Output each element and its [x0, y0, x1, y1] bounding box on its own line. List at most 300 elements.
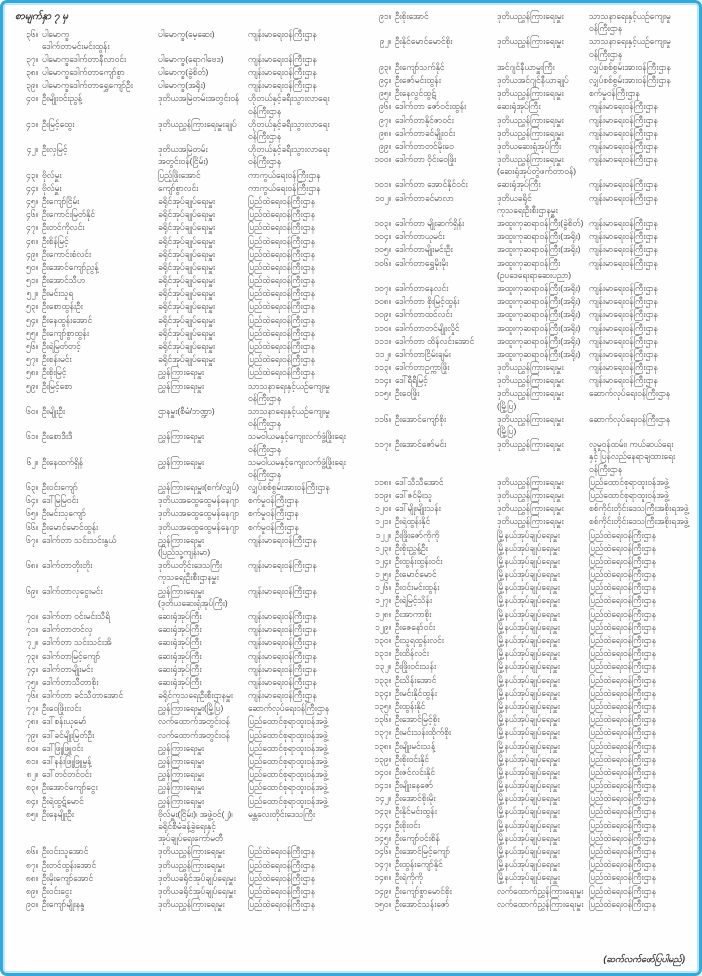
entry-ministry: ကျန်းမာရေးဝန်ကြီးဌာန — [248, 28, 317, 39]
entry-name: ဦးဝင်းကျော် — [42, 482, 78, 493]
entry-ministry: ကျန်းမာရေးဝန်ကြီးဌာန — [589, 154, 658, 165]
entry-name: ဦးကျော်ငြိမ်း — [42, 195, 80, 206]
entry-name: ဦးကျော်စွာမောင်စိုး — [395, 885, 452, 896]
entry-position: ဒုတိယအင်ဂျင်နီယာချုပ် — [497, 74, 569, 85]
list-item — [361, 581, 691, 593]
entry-ministry: ပြည်ထောင်စုရာထူးဝန်အဖွဲ့ — [248, 742, 328, 753]
entry-name: ဦးစောထွန်းဦး — [42, 301, 83, 312]
entry-ministry: ဟိုတယ်နှင့်ခရီးသွားလာရေး ဝန်ကြီးဌာန — [248, 118, 330, 141]
list-item — [13, 795, 357, 807]
entry-name: ဒေါက်တာသီတာစိုး — [42, 676, 99, 687]
list-item — [361, 542, 691, 554]
entry-position: ခရိုင်ကုသရေးဦးစီးဌာနမှူး — [158, 690, 233, 701]
entry-number: ၄၂။ — [26, 144, 38, 155]
entry-name: ဒေါက်တာခင်မာလာ — [395, 192, 454, 203]
entry-position: ခရိုင်အုပ်ချုပ်ရေးမှူး — [158, 195, 216, 206]
entry-number: ၆၆။ — [26, 521, 38, 532]
entry-number: ၉၃။ — [379, 61, 391, 72]
entry-ministry: ပြည်ထဲရေးဝန်ကြီးဌာန — [589, 793, 657, 804]
list-item — [13, 898, 357, 910]
list-item — [361, 621, 691, 633]
entry-position: ခရိုင်အုပ်ချုပ်ရေးမှူး — [158, 341, 216, 351]
entry-name: ဦးစန်းမင်း — [42, 354, 72, 365]
entry-number: ၁၀၄။ — [374, 231, 391, 242]
entry-ministry: ကျန်းမာရေးဝန်ကြီးဌာန — [589, 192, 658, 203]
entry-number: ၈၂။ — [26, 769, 38, 780]
entry-ministry: ပြည်ထဲရေးဝန်ကြီးဌာန — [589, 846, 657, 856]
entry-number: ၁၀၁။ — [374, 179, 391, 190]
entry-position: ခရိုင်အုပ်ချုပ်ရေးမှူး — [158, 222, 216, 233]
entry-ministry: ပြည်ထဲရေးဝန်ကြီးဌာန — [248, 327, 316, 338]
entry-ministry: ပြည်ထဲရေးဝန်ကြီးဌာန — [589, 885, 657, 896]
entry-number: ၄၅။ — [26, 195, 38, 206]
entry-name: ဦးဇော်မင်းထွန်း — [395, 74, 441, 85]
entry-position: လက်ထောက်ညွှန်ကြားရေးမှူး — [497, 885, 584, 896]
entry-position: ခရိုင်အုပ်ချုပ်ရေးမှူး — [158, 261, 216, 272]
entry-ministry: ပြည်ထဲရေးဝန်ကြီးဌာန — [248, 301, 316, 312]
entry-position: မြို့နယ်အုပ်ချုပ်ရေးမှူး — [497, 806, 560, 817]
entry-number: ၁၂၁။ — [374, 516, 391, 527]
entry-name: ဦးဇေနော်ဝင်း — [395, 621, 436, 632]
entry-number: ၁၃၉။ — [374, 753, 391, 764]
entry-number: ၁၁၃။ — [374, 362, 391, 373]
entry-number: ၁၀၆။ — [374, 257, 391, 268]
entry-name: ဦးအောင်သန်းဇော် — [395, 898, 450, 909]
entry-number: ၃၇။ — [26, 53, 38, 64]
entry-name: ဒေါက်တာတိုးတိုး — [42, 560, 93, 571]
entry-position: ခရိုင်အုပ်ချုပ်ရေးမှူး — [158, 235, 216, 246]
entry-ministry: ကာကွယ်ရေးဝန်ကြီးဌာန — [248, 182, 321, 193]
entry-ministry: ကျန်းမာရေးဝန်ကြီးဌာန — [248, 663, 317, 674]
entry-position: ဒုတိယခရိုင် ကုသရေးဦးစီးဌာနမှူး — [497, 192, 558, 215]
entry-number: ၁၄၉။ — [374, 885, 391, 896]
entry-number: ၉၀။ — [26, 899, 38, 910]
entry-ministry: ပြည်ထဲရေးဝန်ကြီးဌာန — [589, 753, 657, 764]
list-item — [13, 636, 357, 648]
list-item — [13, 623, 357, 635]
entry-position: ညွှန်ကြားရေးမှူး — [158, 367, 204, 378]
entry-position: မြို့နယ်အုပ်ချုပ်ရေးမှူး — [497, 529, 560, 540]
entry-name: ဦးကျော်သက်နိုင် — [395, 61, 445, 72]
entry-name: ဦးကောင်းမြတ်နိုင် — [42, 209, 96, 220]
entry-position: ဒုတိယအထွေထွေမန်နေဂျာ — [158, 521, 240, 532]
list-item — [361, 257, 691, 281]
entry-position: ဒုတိယအထွေထွေမန်နေဂျာ — [158, 495, 240, 506]
list-item — [13, 300, 357, 312]
list-item — [361, 335, 691, 347]
entry-ministry: ပြည်ထဲရေးဝန်ကြီးဌာန — [589, 740, 657, 751]
entry-name: ဦးမြင့်ထွေး — [42, 118, 75, 129]
entry-number: ၉၉။ — [379, 140, 391, 151]
list-item — [361, 555, 691, 567]
entry-number: ၈၀။ — [25, 742, 38, 753]
entry-ministry: ကျန်းမာရေးဝန်ကြီးဌာန — [248, 637, 317, 648]
entry-number: ၄၈။ — [25, 235, 38, 246]
entry-number: ၈၄။ — [25, 795, 38, 806]
entry-number: ၁၁၈။ — [374, 476, 391, 487]
entry-ministry: ပြည်ထဲရေးဝန်ကြီးဌာန — [248, 859, 316, 870]
entry-ministry: စက်မှုဝန်ကြီးဌာန — [248, 508, 299, 519]
entry-name: ပါမောက္ခဒေါက်တာနီလာဝင်း — [42, 53, 127, 64]
entry-ministry: ကျန်းမာရေးဝန်ကြီးဌာန — [248, 624, 317, 635]
entry-name: ဦးသူရထွန်းလင်း — [395, 635, 444, 645]
entry-number: ၈၅။ — [25, 808, 38, 819]
entry-name: ဦးအောင်ကျော်ညွန့် — [42, 261, 99, 272]
entry-ministry: ပြည်ထဲရေးဝန်ကြီးဌာန — [248, 367, 316, 378]
entry-number: ၇၃။ — [26, 650, 38, 661]
entry-position: ညွှန်ကြားရေးမှူး — [158, 431, 204, 442]
entry-position: မြို့နယ်အုပ်ချုပ်ရေးမှူး — [497, 595, 560, 606]
entry-name: ဒေါက်တာ ဝင်းမင်းသီရိ — [42, 610, 111, 621]
list-item — [361, 634, 691, 646]
entry-number: ၇၂။ — [26, 637, 38, 648]
entry-position: ပါမောက္ခ(ရောဂါဗေဒ) — [158, 53, 224, 64]
list-item — [13, 66, 357, 78]
list-item — [361, 529, 691, 541]
entry-name: ဒေါက်တာနေလင်း — [395, 282, 449, 293]
entry-position: ဒုတိယညွှန်ကြားရေးမှူး — [497, 114, 564, 125]
entry-ministry: သာသနာရေးနှင့်ယဉ်ကျေးမှု ဝန်ကြီးဌာန — [248, 405, 330, 429]
entry-position: အထူးကုဆရာဝန်ကြီး(အရိုး) — [497, 282, 581, 293]
entry-number: ၁၂၇။ — [374, 595, 391, 606]
entry-name: ပါမောက္ခဒေါက်တာရွှေကျော်ဦး — [42, 80, 133, 91]
entry-number: ၅၄။ — [26, 314, 38, 325]
entry-position: မြို့နယ်အုပ်ချုပ်ရေးမှူး — [497, 542, 560, 553]
entry-position: အထူးကုဆရာဝန်ကြီး(အရိုး) — [497, 296, 581, 307]
entry-ministry: ကျန်းမာရေးဝန်ကြီးဌာန — [248, 53, 317, 64]
entry-position: ညွှန်ကြားရေးမှူး — [158, 456, 204, 467]
entry-number: ၁၀၀။ — [374, 154, 391, 165]
entry-ministry: ဆောက်လုပ်ရေးဝန်ကြီးဌာန — [589, 413, 671, 424]
entry-position: ဒုတိယညွှန်ကြားရေးမှူး — [497, 11, 564, 21]
entry-number: ၉၈။ — [378, 127, 391, 138]
entry-position: ဒုတိယညွှန်ကြားရေးမှူး — [158, 846, 225, 857]
list-item — [13, 689, 357, 701]
entry-ministry: ကျန်းမာရေးဝန်ကြီးဌာန — [589, 282, 658, 293]
entry-position: ဆေးရုံအုပ်ကြီး — [158, 637, 202, 648]
list-item — [13, 456, 357, 480]
entry-number: ၁၂၂။ — [375, 529, 391, 540]
entry-ministry: ပြည်ထောင်စုရာထူးဝန်အဖွဲ့ — [248, 729, 328, 740]
entry-position: ဒုတိယညွှန်ကြားရေးမှူး (မြို့ပြ) — [497, 413, 564, 436]
entry-position: မြို့နယ်အုပ်ချုပ်ရေးမှူး — [497, 700, 560, 711]
entry-ministry: ပြည်ထောင်စုရာထူးဝန်အဖွဲ့ — [589, 489, 669, 500]
entry-name: ဦးစောဒီးဒီ — [42, 431, 73, 442]
entry-ministry: ပြည်ထဲရေးဝန်ကြီးဌာန — [248, 248, 316, 259]
entry-position: ဒုတိယညွှန်ကြားရေးမှူးချုပ် — [158, 118, 237, 129]
entry-name: ဦးနေလွင်ထွဋ် — [395, 88, 436, 99]
entry-name: ဦးထွန်းကျော်နိုင် — [395, 859, 443, 870]
entry-ministry: မန္တလေးတိုင်းဒေသကြီး — [248, 808, 315, 819]
entry-number: ၅၉။ — [26, 380, 38, 391]
entry-number: ၇၈။ — [25, 716, 38, 727]
list-item — [13, 781, 357, 793]
entry-ministry: ပြည်ထောင်စုရာထူးဝန်အဖွဲ့ — [248, 756, 328, 766]
entry-name: ဒေါက်တာ အောင်နိုင်ဝင်း — [395, 179, 468, 190]
entry-name: ဦးဖြိုးဝင်းသန်း — [395, 661, 437, 672]
entry-name: ဒေါ်သီသီအောင် — [395, 476, 444, 487]
entry-name: ဦးထွန်းထွန်းဝင်း — [395, 555, 443, 566]
entry-position: အင်ဂျင်နီယာမှူးကြီး — [497, 61, 555, 72]
list-item — [361, 374, 691, 386]
entry-name: ဒေါက်တာ သင်းသင်းအိ — [42, 637, 112, 648]
entry-position: ဆေးရုံအုပ်ကြီး — [158, 676, 202, 687]
entry-number: ၁၁၄။ — [374, 375, 391, 386]
entries-left — [13, 28, 357, 911]
entry-position: မြို့နယ်အုပ်ချုပ်ရေးမှူး — [497, 569, 560, 580]
list-item — [13, 715, 357, 727]
entry-ministry: ပြည်ထဲရေးဝန်ကြီးဌာန — [589, 700, 657, 711]
list-item — [13, 287, 357, 299]
entry-number: ၁၀၈။ — [374, 296, 391, 307]
entry-ministry: ပြည်ထဲရေးဝန်ကြီးဌာန — [248, 341, 316, 351]
entry-ministry: ကျန်းမာရေးဝန်ကြီးဌာန — [248, 534, 317, 545]
entry-ministry: ပြည်ထဲရေးဝန်ကြီးဌာန — [589, 621, 657, 632]
list-item — [13, 340, 357, 352]
list-item — [361, 217, 691, 229]
entry-name: ဒေါက်တာ စိုးမြင့်ထွန်း — [395, 296, 460, 307]
entry-number: ၄၉။ — [26, 248, 38, 259]
entry-name: ဦးစိုးညွှန့်ဦး — [395, 542, 428, 553]
list-item — [361, 687, 691, 699]
entry-name: ဦးဝင်းသူအောင် — [42, 846, 89, 857]
entry-number: ၆၄။ — [26, 495, 38, 506]
entry-position: မြို့နယ်အုပ်ချုပ်ရေးမှူး — [497, 674, 560, 685]
list-item — [13, 585, 357, 609]
entry-name: ဒေါက်တာ ခင်သီတာအောင် — [42, 690, 124, 701]
entry-ministry: သမဝါယမနှင့်ကျေးလက်ဖွံ့ဖြိုးရေး ဝန်ကြီးဌာန — [248, 456, 346, 479]
list-item — [361, 871, 691, 883]
entry-name: ဦးမျိုးနေဇော် — [395, 780, 434, 791]
entry-number: ၆၂။ — [26, 456, 38, 467]
entry-name: ဦးမင်းနိုင်ထွန်း — [395, 687, 437, 698]
entry-position: ဆေးရုံအုပ်ကြီး — [497, 179, 541, 190]
entry-name: ဦးမြင့်စော — [42, 380, 73, 391]
entry-name: ဦးကျော်ဝင်းစိန် — [395, 832, 440, 843]
entry-ministry: ကျန်းမာရေးဝန်ကြီးဌာန — [248, 560, 317, 571]
list-item — [361, 243, 691, 255]
entry-name: ဒေါ်ဇင်မိုးသူ — [395, 489, 432, 500]
entry-position: မြို့နယ်အုပ်ချုပ်ရေးမှူး — [497, 727, 560, 738]
entry-ministry: ပြည်ထောင်စုရာထူးဝန်အဖွဲ့ — [248, 795, 328, 806]
entry-ministry: သာသနာရေးနှင့်ယဉ်ကျေးမှု ဝန်ကြီးဌာန — [589, 11, 671, 34]
entry-position: မြို့နယ်အုပ်ချုပ်ရေးမှူး — [497, 714, 560, 725]
entry-number: ၅၁။ — [26, 275, 38, 286]
entry-number: ၉၄။ — [379, 74, 391, 85]
entry-name: ဦးစိန်မြင့် — [42, 235, 69, 246]
entry-name: ဦးတင်ထွန်းအောင် — [42, 859, 97, 870]
entry-number: ၁၃၈။ — [374, 740, 391, 751]
entry-ministry: ပြည်ထဲရေးဝန်ကြီးဌာန — [589, 529, 657, 540]
entry-number: ၇၅။ — [26, 676, 38, 687]
entry-number: ၁၄၀။ — [374, 766, 391, 777]
list-item — [13, 650, 357, 662]
list-item — [13, 274, 357, 286]
entry-number: ၁၄၅။ — [374, 832, 391, 843]
entry-number: ၁၄၈။ — [374, 872, 391, 883]
list-item — [361, 568, 691, 580]
entry-ministry: သမဝါယမနှင့်ကျေးလက်ဖွံ့ဖြိုးရေး ဝန်ကြီးဌာန — [248, 431, 346, 454]
entry-number: ၆၈။ — [25, 560, 38, 571]
entry-position: အထူးကုဆရာဝန်ကြီး(ခွဲစိတ်) — [497, 218, 584, 228]
entry-name: ဦးစိုးမြင့် — [42, 367, 67, 378]
entry-position: ညွှန်ကြားရေးမှူး(မြို့ပြ) — [158, 703, 224, 714]
entry-ministry: ပြည်ထဲရေးဝန်ကြီးဌာန — [589, 898, 657, 909]
entry-name: ဒေါက်တာဥက္ကာဖြိုး — [395, 362, 450, 373]
list-item — [361, 348, 691, 360]
entry-name: ပါမောက္ခ ဒေါက်တာမင်းမင်းထွန်း — [42, 28, 110, 51]
entry-ministry: လျှပ်စစ်စွမ်းအားဝန်ကြီးဌာန — [589, 74, 671, 85]
entry-ministry: ကျန်းမာရေးဝန်ကြီးဌာန — [589, 348, 658, 359]
entry-name: ဒေါ်နန်းဖြူဖြူမွန့် — [42, 756, 92, 766]
entry-number: ၁၁၆။ — [374, 413, 391, 424]
entry-position: မြို့နယ်အုပ်ချုပ်ရေးမှူး — [497, 766, 560, 777]
entry-name: ဒေါ်စန်းယုမော် — [42, 716, 87, 727]
entry-position: အထူးကုဆရာဝန်ကြီး(အရိုး) — [497, 348, 581, 359]
list-item — [361, 647, 691, 659]
list-item — [13, 872, 357, 884]
entry-ministry: ကျန်းမာရေးဝန်ကြီးဌာန — [589, 218, 658, 228]
entry-position: မြို့နယ်အုပ်ချုပ်ရေးမှူး — [497, 819, 560, 830]
list-item — [361, 792, 691, 804]
entry-ministry: ကျန်းမာရေးဝန်ကြီးဌာန — [589, 335, 658, 346]
entry-position: ပါမောက္ခ(မေ့ဆေး) — [158, 28, 215, 39]
entry-name: ဒေါက်တာနိုင်ဇာဝင်း — [395, 114, 454, 125]
entry-position: ညွှန်ကြားရေးမှူး — [158, 742, 204, 753]
entry-ministry: ပြည်ထဲရေးဝန်ကြီးဌာန — [248, 288, 316, 299]
entry-name: ဦးအောင်ဇော်မင်း — [395, 439, 447, 450]
entry-position: မြို့နယ်အုပ်ချုပ်ရေးမှူး — [497, 793, 560, 804]
entry-ministry: ကျန်းမာရေးဝန်ကြီးဌာန — [589, 309, 658, 320]
entry-number: ၁၂၅။ — [374, 569, 391, 580]
entry-name: ဦးရဲမြတ်တင့် — [42, 341, 81, 351]
entry-ministry: ပြည်ထဲရေးဝန်ကြီးဌာန — [589, 648, 657, 659]
entry-number: ၁၅၀။ — [374, 898, 391, 909]
entry-position: ညွှန်ကြားရေးမှူး — [158, 756, 204, 766]
entry-name: ဒေါက်တာ ဝိုင်းဝေဖြိုး — [395, 154, 457, 165]
entry-number: ၆၀။ — [26, 405, 38, 416]
entry-name: ပါမောက္ခဒေါက်တာကျော်စွာ — [42, 67, 125, 78]
entry-position: အထူးကုဆရာဝန်ကြီး(အရိုး) — [497, 231, 581, 242]
entry-number: ၆၅။ — [26, 508, 38, 519]
list-item — [13, 521, 357, 533]
entry-name: ဒေါ်ခင်မျိုးမြတ်ဦး — [42, 729, 95, 740]
entry-number: ၈၉။ — [25, 885, 38, 896]
entry-ministry: ဆောက်လုပ်ရေးဝန်ကြီးဌာန — [589, 388, 671, 399]
entry-ministry: ပြည်ထဲရေးဝန်ကြီးဌာန — [589, 832, 657, 843]
entry-number: ၇၉။ — [26, 729, 38, 740]
entry-position: လက်ထောက်အတွင်းဝန် — [158, 729, 230, 740]
entry-name: ဗိုလ်မှူး — [42, 182, 62, 193]
list-item — [361, 413, 691, 437]
entry-ministry: ပြည်ထဲရေးဝန်ကြီးဌာန — [589, 687, 657, 698]
entry-number: ၁၂၉။ — [374, 621, 391, 632]
entry-position: ခရိုင်အုပ်ချုပ်ရေးမှူး — [158, 275, 216, 286]
entry-ministry: ကျန်းမာရေးဝန်ကြီးဌာန — [589, 231, 658, 242]
entry-name: ဦးမျိုးဝင်းညွန့် — [42, 93, 83, 104]
entry-position: ခရိုင်အုပ်ချုပ်ရေးမှူး — [158, 354, 216, 365]
entry-position: ဒုတိယအမြဲတမ်းအတွင်းဝန် — [158, 93, 240, 104]
list-item — [13, 430, 357, 454]
entry-ministry: ပြည်ထဲရေးဝန်ကြီးဌာန — [248, 235, 316, 246]
entry-number: ၄၁။ — [26, 118, 38, 129]
list-item — [13, 79, 357, 91]
list-item — [361, 308, 691, 320]
list-item — [361, 740, 691, 752]
entry-position: ညွှန်ကြားရေးမှူး — [158, 380, 204, 391]
entry-name: ဒေါက်တာလှငွေးမင်း — [42, 585, 103, 596]
entry-number: ၁၂၃။ — [374, 542, 391, 553]
entry-number: ၁၀၂။ — [374, 192, 391, 203]
entry-ministry: ပြည်ထဲရေးဝန်ကြီးဌာန — [589, 635, 657, 645]
entry-name: ဒေါက်တာ ထိန်လင်းအောင် — [395, 335, 475, 346]
list-item — [13, 327, 357, 339]
list-item — [13, 169, 357, 181]
list-item — [361, 230, 691, 242]
entry-position: ဒုတိယညွှန်ကြားရေးမှူး (မြို့ပြ) — [497, 388, 564, 411]
list-item — [361, 779, 691, 791]
entry-number: ၁၃၅။ — [374, 700, 391, 711]
list-item — [13, 808, 357, 845]
entry-ministry: ဟိုတယ်နှင့်ခရီးသွားလာရေး ဝန်ကြီးဌာန — [248, 93, 330, 116]
entry-name: ဦးနေထက်ရှိန် — [42, 456, 84, 467]
entry-name: ဦးဝင်းငွေး — [42, 885, 72, 896]
entry-number: ၄၀။ — [26, 93, 38, 104]
entry-position: ဆေးရုံအုပ်ကြီး — [158, 624, 202, 635]
entry-ministry: ကျန်းမာရေးဝန်ကြီးဌာန — [589, 296, 658, 307]
entry-ministry: ပြည်ထဲရေးဝန်ကြီးဌာန — [248, 314, 316, 325]
entry-ministry: ပြည်ထောင်စုရာထူးဝန်အဖွဲ့ — [248, 769, 328, 780]
entry-ministry: ပြည်ထဲရေးဝန်ကြီးဌာန — [248, 354, 316, 365]
entry-position: ခရိုင်အုပ်ချုပ်ရေးမှူး — [158, 327, 216, 338]
entry-ministry: စက်မှုဝန်ကြီးဌာန — [589, 88, 640, 99]
entry-number: ၁၄၂။ — [374, 793, 391, 804]
list-item — [361, 476, 691, 488]
entry-position: လက်ထောက်အတွင်းဝန် — [158, 716, 230, 727]
entry-name: ဦးမျိုးဦး — [42, 405, 65, 416]
list-item — [361, 885, 691, 897]
entry-position: မြို့နယ်အုပ်ချုပ်ရေးမှူး — [497, 753, 560, 764]
list-item — [13, 28, 357, 52]
entry-ministry: ပြည်ထဲရေးဝန်ကြီးဌာန — [589, 859, 657, 870]
entry-name: ဒေါက်တာမြင့်ကျော် — [42, 650, 101, 661]
entry-ministry: ပြည်ထဲရေးဝန်ကြီးဌာန — [589, 542, 657, 553]
entry-name: ဦးရဲထွဋ်မောင် — [42, 795, 84, 806]
entry-ministry: ကျန်းမာရေးဝန်ကြီးဌာန — [589, 179, 658, 190]
entry-position: ညွှန်ကြားရေးမှူး (ဒုတိယဆေးရုံအုပ်ကြီး) — [158, 585, 228, 608]
list-item — [361, 322, 691, 334]
entry-ministry: ကျန်းမာရေးဝန်ကြီးဌာန — [589, 127, 658, 138]
list-item — [361, 10, 691, 34]
entry-ministry: ပြည်ထဲရေးဝန်ကြီးဌာန — [248, 885, 316, 896]
entry-ministry: ပြည်ထဲရေးဝန်ကြီးဌာန — [589, 780, 657, 791]
list-item — [361, 858, 691, 870]
list-item — [361, 660, 691, 672]
entry-number: ၄၆။ — [26, 209, 38, 220]
entry-position: ဆေးရုံအုပ်ကြီး — [497, 101, 541, 112]
entry-number: ၁၄၇။ — [374, 859, 391, 870]
list-item — [13, 143, 357, 167]
list-item — [361, 295, 691, 307]
entry-name: ဒေါက်တာ မျိုးဆက်ရှိန်း — [395, 218, 465, 228]
entry-number: ၇၁။ — [26, 624, 38, 635]
entry-ministry: ပြည်ထဲရေးဝန်ကြီးဌာန — [589, 872, 657, 883]
entry-position: ဗိုလ်မှူး(ငြိမ်း)၊ အဖွဲ့ဝင်(၂)၊ ခရိုင်စီမံခန့်ခွဲရေးနှင့် အုပ်ချုပ်ရေးကော်မတီ — [158, 808, 233, 844]
entry-number: ၈၆။ — [25, 846, 38, 857]
list-item — [13, 314, 357, 326]
entry-position: ဌာနမှူး(စီမံ/ဘဏ္ဍာ) — [158, 405, 215, 416]
entry-position: ဆေးရုံအုပ်ကြီး — [158, 663, 202, 674]
